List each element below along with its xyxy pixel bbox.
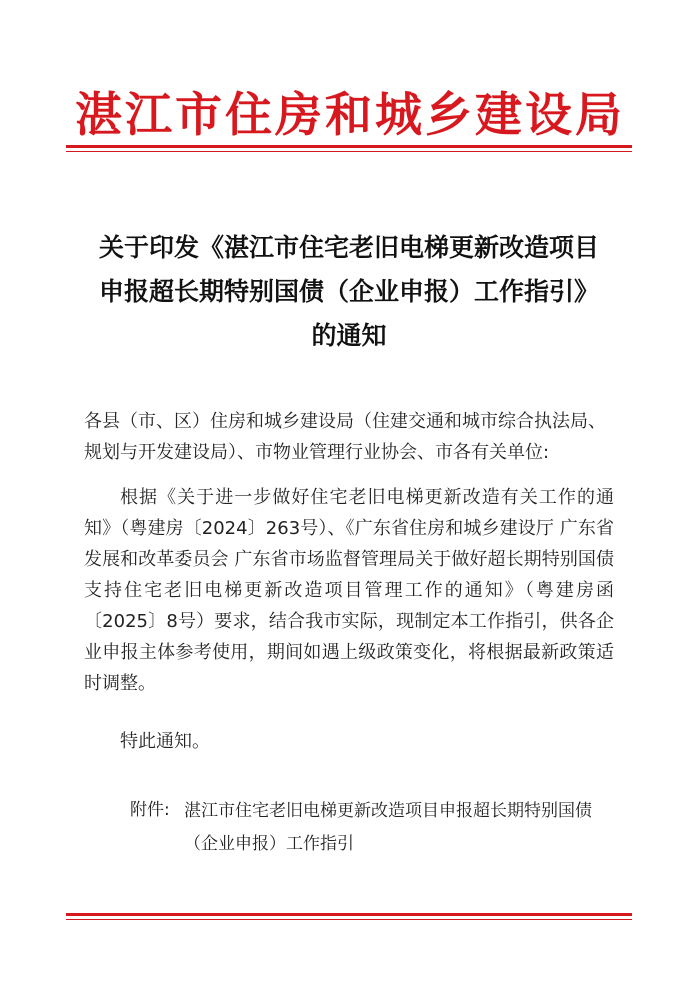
closing-line: 特此通知。 [120, 731, 210, 752]
header-divider-thick [66, 145, 632, 148]
notice-title-line-1: 关于印发《湛江市住宅老旧电梯更新改造项目 [98, 233, 599, 262]
footer-divider-thick [66, 913, 632, 916]
footer-divider-thin [66, 919, 632, 920]
addressee: 各县（市、区）住房和城乡建设局（住建交通和城市综合执法局、规划与开发建设局）、市物业管理行业协会、市各有关单位: [84, 411, 606, 463]
body-paragraph: 根据《关于进一步做好住宅老旧电梯更新改造有关工作的通知》（粤建房〔2024〕263号）、《广东省住房和城乡建设厅 广东省发展和改革委员会 广东省市场监督管理局关于做好超长期特别国债支持住宅老旧电梯更新改造项目管理工作的通知》（粤建房函〔2025〕8号）要求，结合我市实际，现制定本工作指引，供各企业申报主体参考使用，期间如遇上级政策变化，将根据最新政策适时调整。 [84, 487, 614, 694]
attachment-title: 湛江市住宅老旧电梯更新改造项目申报超长期特别国债（企业申报）工作指引 [184, 801, 592, 854]
attachment-label: 附件: [130, 800, 170, 820]
notice-title-line-2: 申报超长期特别国债（企业申报）工作指引》 [98, 277, 599, 306]
header-divider-thin [66, 151, 632, 152]
agency-name: 湛江市住房和城乡建设局 [75, 88, 625, 143]
notice-title-line-3: 的通知 [311, 321, 387, 350]
